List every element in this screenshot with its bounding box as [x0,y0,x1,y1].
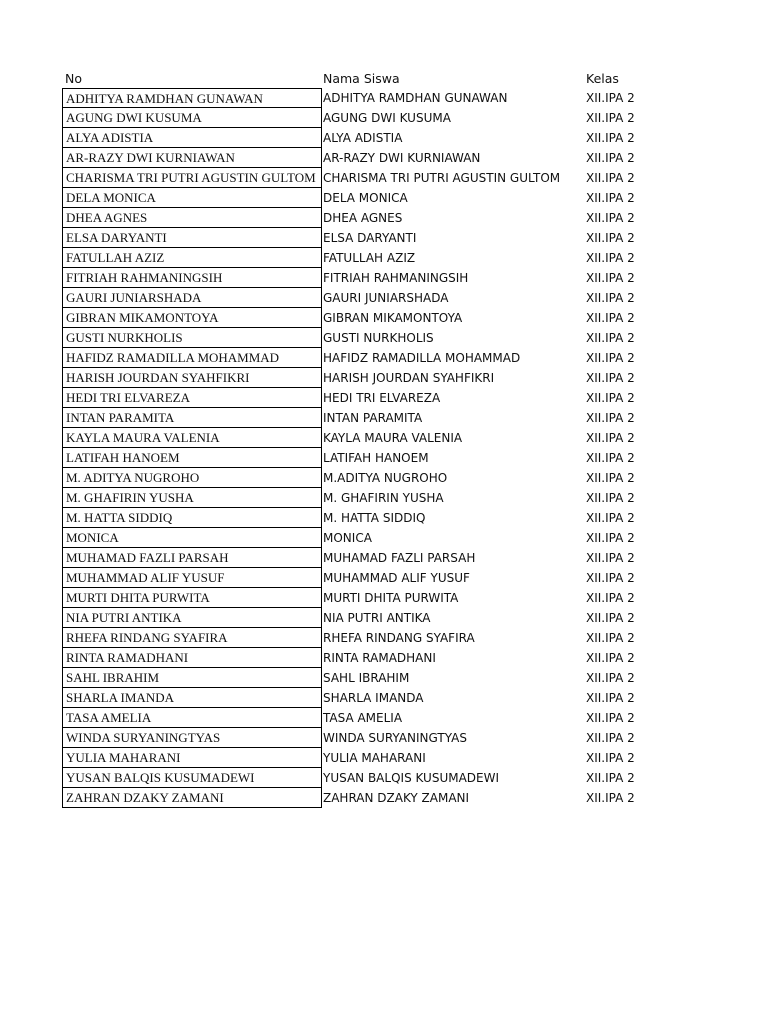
cell-no: FATULLAH AZIZ [62,248,322,268]
cell-kelas: XII.IPA 2 [586,231,635,245]
cell-no: YULIA MAHARANI [62,748,322,768]
cell-kelas: XII.IPA 2 [586,451,635,465]
cell-kelas: XII.IPA 2 [586,371,635,385]
cell-nama-siswa: MURTI DHITA PURWITA [323,591,459,605]
cell-kelas: XII.IPA 2 [586,411,635,425]
student-list-sheet [62,70,702,808]
cell-no: ELSA DARYANTI [62,228,322,248]
cell-nama-siswa: LATIFAH HANOEM [323,451,429,465]
cell-no: LATIFAH HANOEM [62,448,322,468]
cell-no: WINDA SURYANINGTYAS [62,728,322,748]
cell-nama-siswa: SHARLA IMANDA [323,691,424,705]
table-row [62,88,702,108]
cell-nama-siswa: SAHL IBRAHIM [323,671,410,685]
table-row [62,728,702,748]
cell-no: SAHL IBRAHIM [62,668,322,688]
cell-nama-siswa: GIBRAN MIKAMONTOYA [323,311,463,325]
cell-kelas: XII.IPA 2 [586,511,635,525]
cell-nama-siswa: MUHAMMAD ALIF YUSUF [323,571,470,585]
cell-kelas: XII.IPA 2 [586,131,635,145]
table-row [62,668,702,688]
cell-kelas: XII.IPA 2 [586,391,635,405]
cell-nama-siswa: FATULLAH AZIZ [323,251,416,265]
cell-kelas: XII.IPA 2 [586,731,635,745]
table-row [62,148,702,168]
table-row [62,168,702,188]
cell-no: M. ADITYA NUGROHO [62,468,322,488]
table-row [62,288,702,308]
cell-nama-siswa: ZAHRAN DZAKY ZAMANI [323,791,470,805]
cell-nama-siswa: ALYA ADISTIA [323,131,403,145]
cell-no: ZAHRAN DZAKY ZAMANI [62,788,322,808]
cell-nama-siswa: AGUNG DWI KUSUMA [323,111,451,125]
cell-kelas: XII.IPA 2 [586,671,635,685]
table-row [62,628,702,648]
cell-nama-siswa: FITRIAH RAHMANINGSIH [323,271,469,285]
cell-nama-siswa: ELSA DARYANTI [323,231,417,245]
cell-no: M. HATTA SIDDIQ [62,508,322,528]
cell-no: SHARLA IMANDA [62,688,322,708]
table-row [62,748,702,768]
cell-nama-siswa: DELA MONICA [323,191,408,205]
cell-kelas: XII.IPA 2 [586,351,635,365]
table-row [62,708,702,728]
cell-no: GUSTI NURKHOLIS [62,328,322,348]
cell-kelas: XII.IPA 2 [586,711,635,725]
header-no: No [65,71,82,86]
cell-kelas: XII.IPA 2 [586,91,635,105]
table-row [62,128,702,148]
cell-no: FITRIAH RAHMANINGSIH [62,268,322,288]
header-kelas: Kelas [586,71,619,86]
table-row [62,328,702,348]
table-row [62,548,702,568]
cell-kelas: XII.IPA 2 [586,571,635,585]
cell-no: MUHAMAD FAZLI PARSAH [62,548,322,568]
table-row [62,268,702,288]
cell-no: NIA PUTRI ANTIKA [62,608,322,628]
cell-nama-siswa: AR-RAZY DWI KURNIAWAN [323,151,481,165]
cell-no: AR-RAZY DWI KURNIAWAN [62,148,322,168]
cell-nama-siswa: CHARISMA TRI PUTRI AGUSTIN GULTOM [323,171,561,185]
cell-kelas: XII.IPA 2 [586,191,635,205]
cell-kelas: XII.IPA 2 [586,171,635,185]
cell-no: M. GHAFIRIN YUSHA [62,488,322,508]
cell-kelas: XII.IPA 2 [586,111,635,125]
cell-nama-siswa: HAFIDZ RAMADILLA MOHAMMAD [323,351,521,365]
table-row [62,228,702,248]
cell-nama-siswa: TASA AMELIA [323,711,403,725]
cell-no: MUHAMMAD ALIF YUSUF [62,568,322,588]
cell-nama-siswa: INTAN PARAMITA [323,411,423,425]
cell-no: INTAN PARAMITA [62,408,322,428]
cell-no: MONICA [62,528,322,548]
table-row [62,308,702,328]
table-row [62,648,702,668]
table-row [62,388,702,408]
table-row [62,768,702,788]
table-row [62,248,702,268]
cell-no: HAFIDZ RAMADILLA MOHAMMAD [62,348,322,368]
cell-no: DHEA AGNES [62,208,322,228]
cell-kelas: XII.IPA 2 [586,271,635,285]
cell-kelas: XII.IPA 2 [586,551,635,565]
cell-nama-siswa: M. GHAFIRIN YUSHA [323,491,444,505]
table-row [62,528,702,548]
cell-nama-siswa: DHEA AGNES [323,211,403,225]
header-nama-siswa: Nama Siswa [323,71,400,86]
cell-nama-siswa: MUHAMAD FAZLI PARSAH [323,551,476,565]
table-row [62,688,702,708]
cell-nama-siswa: M.ADITYA NUGROHO [323,471,448,485]
cell-kelas: XII.IPA 2 [586,591,635,605]
cell-nama-siswa: KAYLA MAURA VALENIA [323,431,463,445]
header-row [62,70,702,88]
cell-no: ADHITYA RAMDHAN GUNAWAN [62,88,322,108]
cell-nama-siswa: WINDA SURYANINGTYAS [323,731,467,745]
cell-no: MURTI DHITA PURWITA [62,588,322,608]
cell-kelas: XII.IPA 2 [586,631,635,645]
table-row [62,408,702,428]
table-row [62,588,702,608]
cell-nama-siswa: RHEFA RINDANG SYAFIRA [323,631,475,645]
cell-kelas: XII.IPA 2 [586,611,635,625]
table-row [62,368,702,388]
table-row [62,448,702,468]
cell-no: RHEFA RINDANG SYAFIRA [62,628,322,648]
cell-kelas: XII.IPA 2 [586,771,635,785]
table-row [62,468,702,488]
cell-nama-siswa: HEDI TRI ELVAREZA [323,391,441,405]
cell-no: HARISH JOURDAN SYAHFIKRI [62,368,322,388]
table-row [62,508,702,528]
cell-nama-siswa: GAURI JUNIARSHADA [323,291,449,305]
cell-nama-siswa: MONICA [323,531,372,545]
cell-kelas: XII.IPA 2 [586,431,635,445]
cell-no: RINTA RAMADHANI [62,648,322,668]
cell-no: YUSAN BALQIS KUSUMADEWI [62,768,322,788]
cell-no: CHARISMA TRI PUTRI AGUSTIN GULTOM [62,168,322,188]
cell-no: GAURI JUNIARSHADA [62,288,322,308]
cell-kelas: XII.IPA 2 [586,691,635,705]
cell-kelas: XII.IPA 2 [586,471,635,485]
cell-kelas: XII.IPA 2 [586,251,635,265]
cell-nama-siswa: YUSAN BALQIS KUSUMADEWI [323,771,500,785]
cell-kelas: XII.IPA 2 [586,331,635,345]
cell-kelas: XII.IPA 2 [586,211,635,225]
cell-no: HEDI TRI ELVAREZA [62,388,322,408]
cell-kelas: XII.IPA 2 [586,751,635,765]
cell-nama-siswa: GUSTI NURKHOLIS [323,331,434,345]
cell-nama-siswa: YULIA MAHARANI [323,751,426,765]
cell-nama-siswa: NIA PUTRI ANTIKA [323,611,431,625]
cell-no: GIBRAN MIKAMONTOYA [62,308,322,328]
cell-kelas: XII.IPA 2 [586,311,635,325]
cell-nama-siswa: ADHITYA RAMDHAN GUNAWAN [323,91,508,105]
cell-kelas: XII.IPA 2 [586,651,635,665]
cell-nama-siswa: M. HATTA SIDDIQ [323,511,426,525]
cell-kelas: XII.IPA 2 [586,791,635,805]
cell-kelas: XII.IPA 2 [586,291,635,305]
table-row [62,108,702,128]
table-row [62,788,702,808]
cell-no: DELA MONICA [62,188,322,208]
cell-no: TASA AMELIA [62,708,322,728]
cell-no: ALYA ADISTIA [62,128,322,148]
table-row [62,488,702,508]
table-row [62,608,702,628]
table-row [62,208,702,228]
cell-nama-siswa: HARISH JOURDAN SYAHFIKRI [323,371,495,385]
cell-kelas: XII.IPA 2 [586,531,635,545]
cell-no: KAYLA MAURA VALENIA [62,428,322,448]
cell-no: AGUNG DWI KUSUMA [62,108,322,128]
cell-nama-siswa: RINTA RAMADHANI [323,651,436,665]
table-row [62,568,702,588]
cell-kelas: XII.IPA 2 [586,491,635,505]
cell-kelas: XII.IPA 2 [586,151,635,165]
table-row [62,188,702,208]
table-row [62,428,702,448]
student-rows [62,88,702,808]
table-row [62,348,702,368]
